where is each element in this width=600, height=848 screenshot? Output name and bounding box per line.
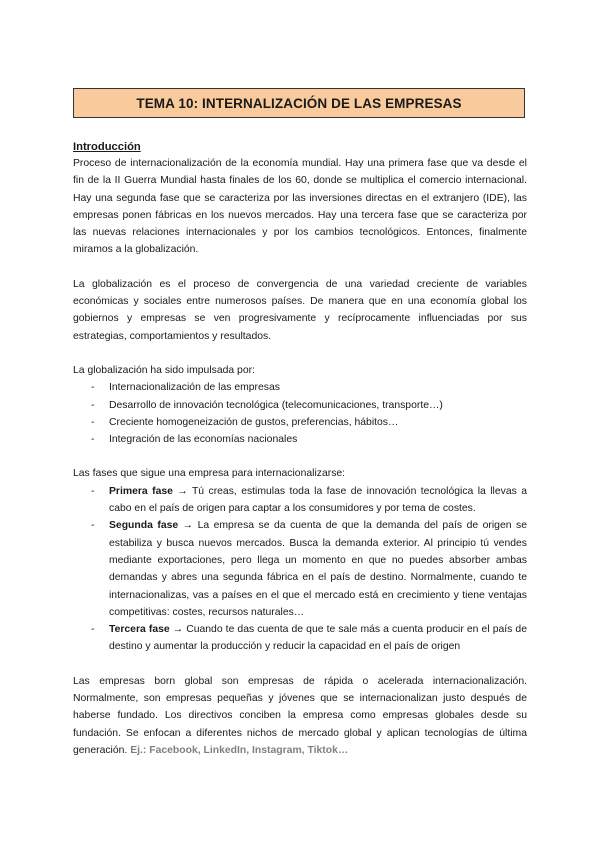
list-item — [73, 517, 527, 621]
list-item: - Internacionalización de las empresas — [73, 379, 527, 396]
phases-intro: Las fases que sigue una empresa para internacionalizarse: — [73, 468, 346, 480]
title-box — [73, 88, 525, 118]
phase-text: La empresa se da cuenta de que la demanda del país de origen se estabiliza y busca nuevos mercados. Busca la demanda exterior. Al principio tú vendes mediante exportaciones, pero llega un momento en que no puedes absorber ambas demandas y abres una segunda fábrica en el país de destino. Normalmente, cuando te internacionalizas, vas a países en el que el mercado está en crecimiento y tiene ventajas competitivas: costes, recursos naturales… — [109, 520, 527, 618]
intro-heading: Introducción — [73, 141, 141, 153]
drivers-intro: La globalización ha sido impulsada por: — [73, 364, 255, 376]
document-body — [73, 139, 527, 759]
phase-name: Segunda fase — [109, 520, 179, 532]
born-global-paragraph — [73, 673, 527, 759]
phase-name: Primera fase — [109, 485, 173, 497]
arrow: → — [169, 624, 187, 636]
phases-list — [73, 483, 527, 656]
list-item: - Integración de las economías nacionales — [73, 431, 527, 448]
globalization-paragraph: La globalización es el proceso de convergencia de una variedad creciente de variables económicas y sociales entre numerosos países. De manera que en una economía global los gobiernos y empresas se ven progresivamente y recíprocamente influenciadas por sus estrategias, comportamientos y resultados. — [73, 278, 527, 342]
arrow: → — [172, 485, 192, 497]
list-item — [73, 483, 527, 518]
page-title: TEMA 10: INTERNALIZACIÓN DE LAS EMPRESAS — [136, 95, 462, 111]
phase-text: Tú creas, estimulas toda la fase de innovación tecnológica la llevas a cabo en el país de origen para captar a los consumidores y por tema de costes. — [109, 485, 527, 515]
list-item: - Creciente homogeneización de gustos, preferencias, hábitos… — [73, 414, 527, 431]
intro-paragraph: Proceso de internacionalización de la economía mundial. Hay una primera fase que va desde el fin de la II Guerra Mundial hasta finales de los 60, donde se multiplica el comercio internacional. Hay una segunda fase que se caracteriza por las inversiones directas en el extranjero (IDE), las empresas ponen fábricas en los nuevos mercados. Hay una tercera fase que se caracteriza por las nuevas relaciones internacionales y por los cambios tecnológicos. Entonces, finalmente miramos a la globalización. — [73, 158, 527, 256]
phase-text: Cuando te das cuenta de que te sale más a cuenta producir en el país de destino y aumentar la producción y reducir la capacidad en el país de origen — [109, 624, 527, 653]
list-item: - Desarrollo de innovación tecnológica (telecomunicaciones, transporte…) — [73, 397, 527, 414]
phase-name: Tercera fase — [109, 624, 170, 636]
born-global-text: Las empresas born global son empresas de rápida o acelerada internacionalización. Normalmente, son empresas pequeñas y jóvenes que se internacionalizan justo después de haberse fundado. Los directivos conciben la empresa como empresas globales desde su fundación. Se enfocan a diferentes nichos de mercado global y aplican tecnologías de última generación. — [73, 675, 527, 756]
arrow: → — [178, 520, 198, 532]
examples-text: Ej.: Facebook, LinkedIn, Instagram, Tiktok… — [127, 744, 349, 756]
list-item — [73, 621, 527, 656]
drivers-list — [73, 379, 527, 448]
